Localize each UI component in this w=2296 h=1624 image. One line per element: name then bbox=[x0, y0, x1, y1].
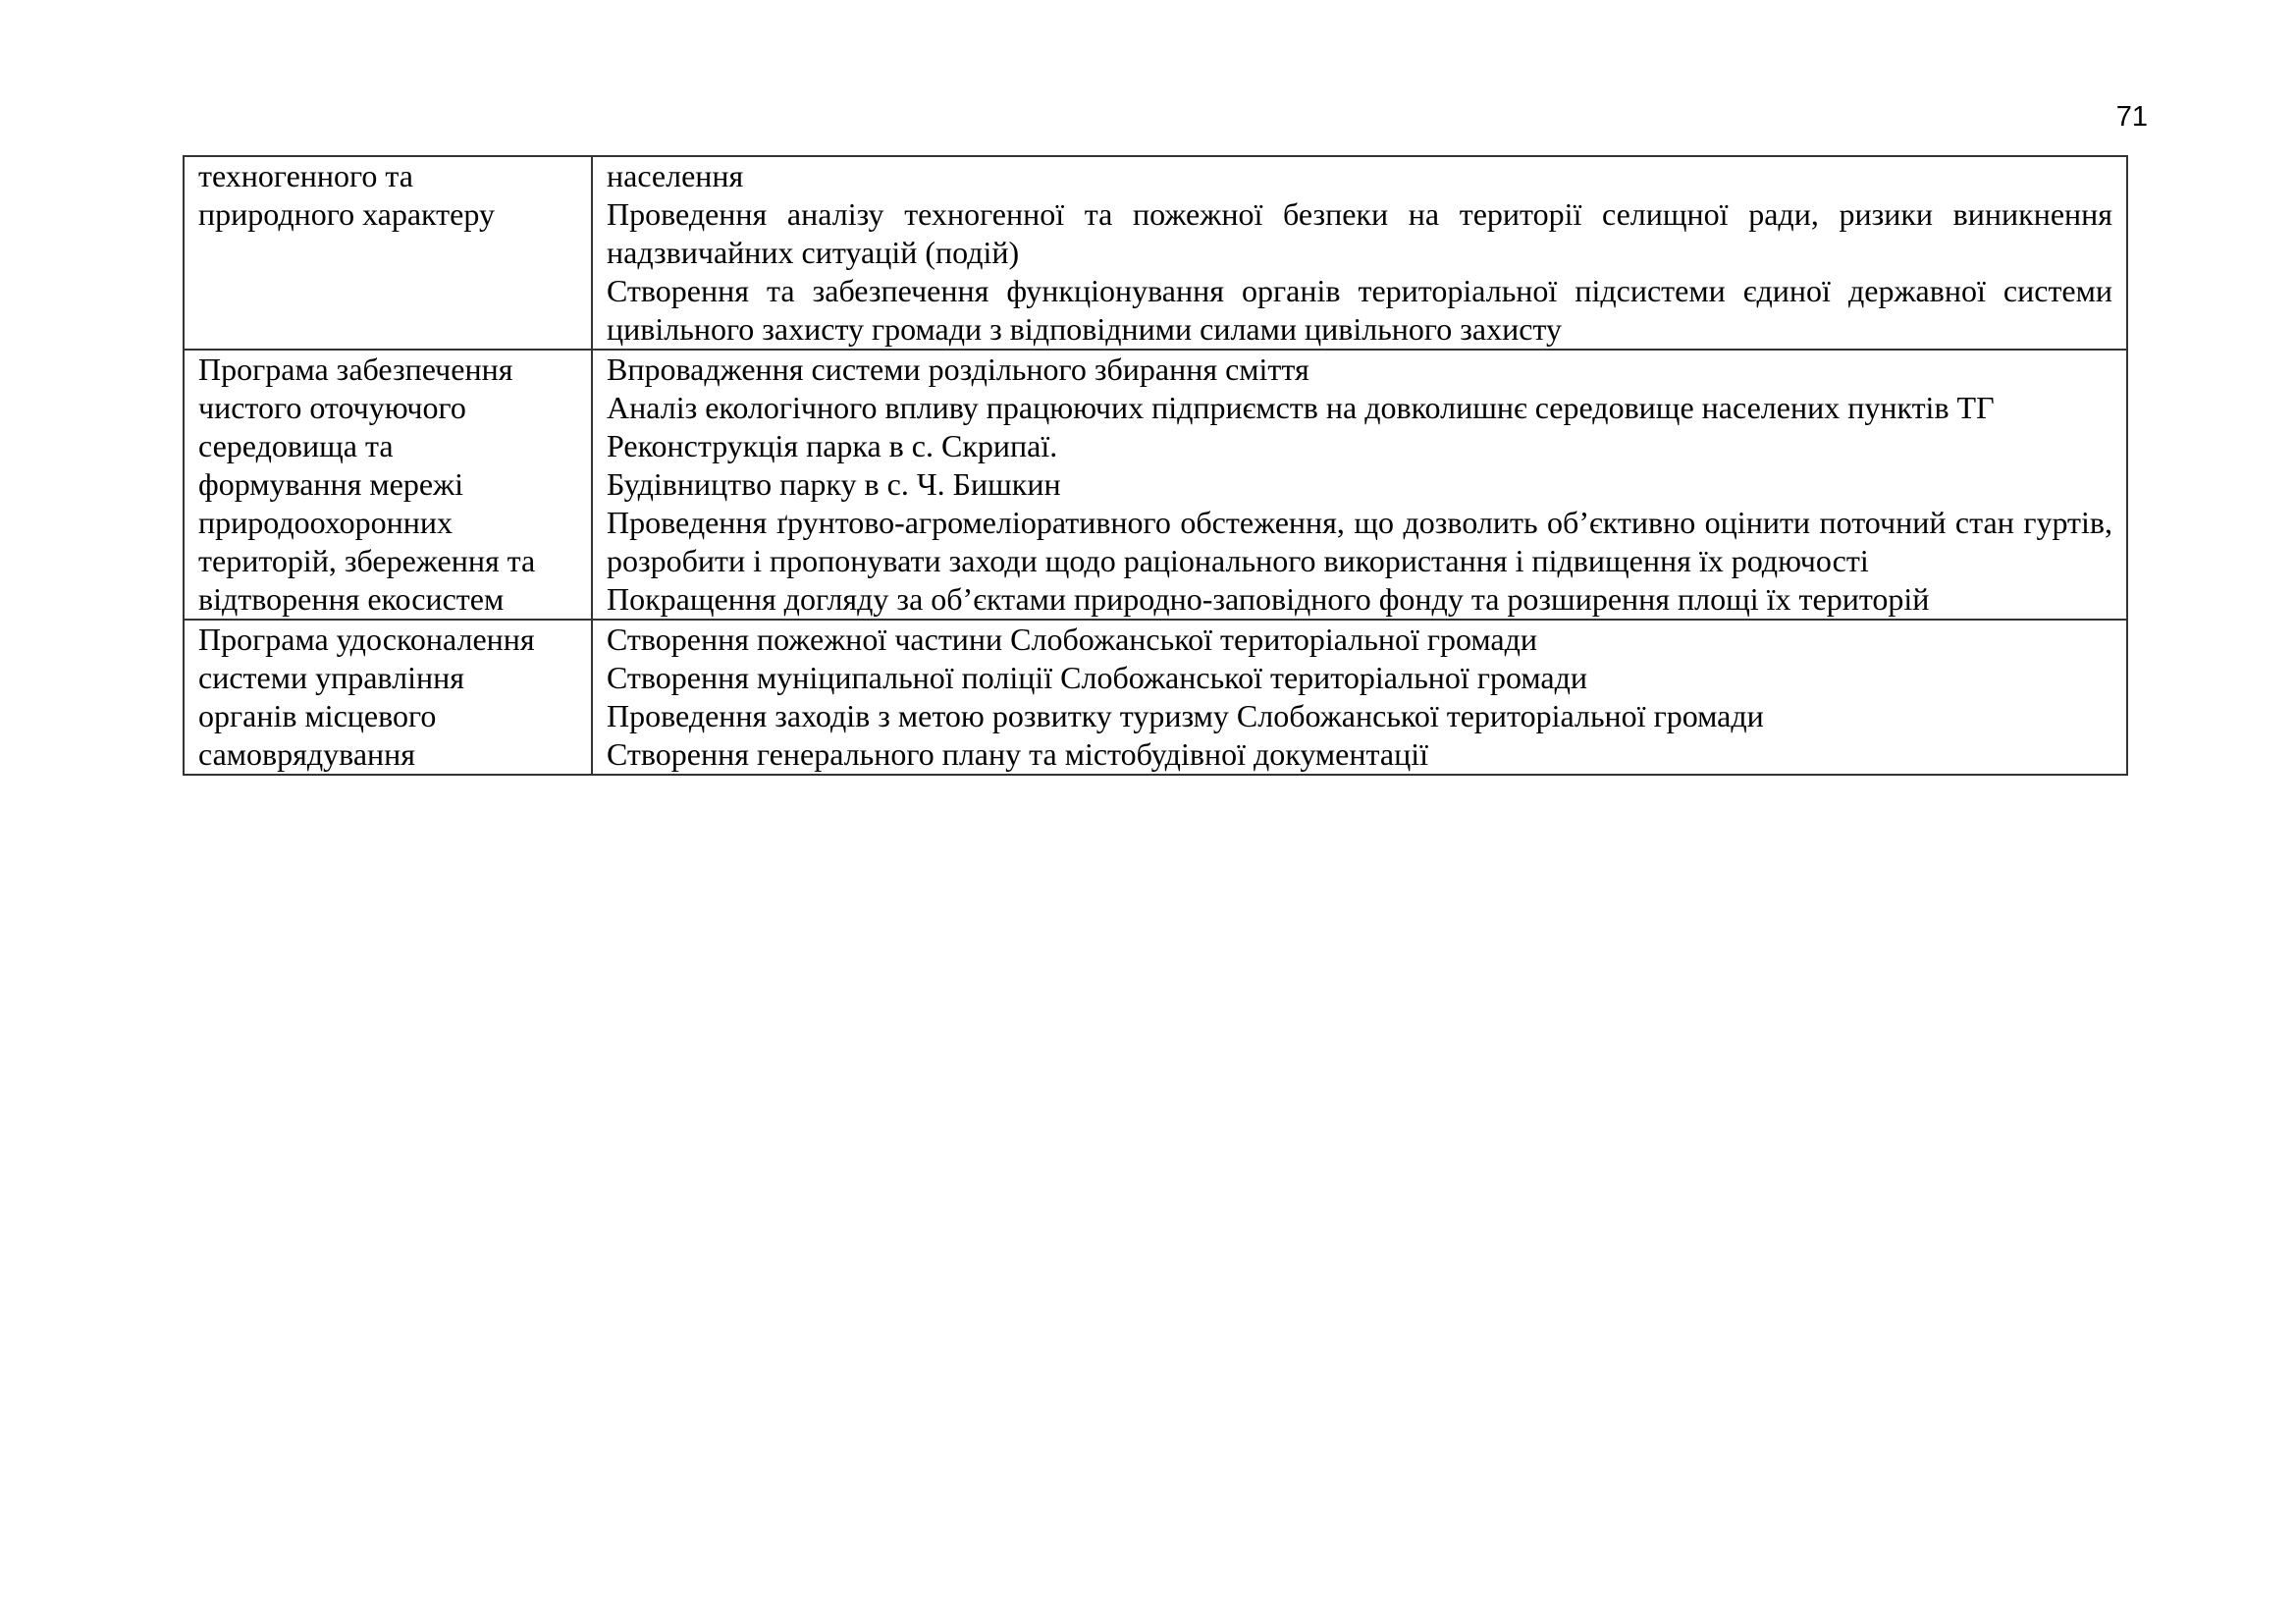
program-line: територій, збереження та bbox=[198, 543, 536, 578]
program-line: системи управління bbox=[198, 660, 464, 695]
measure-item: Впровадження системи роздільного збирання сміття bbox=[607, 352, 1309, 387]
program-line: природоохоронних bbox=[198, 505, 453, 540]
program-line: відтворення екосистем bbox=[198, 581, 505, 617]
program-cell bbox=[184, 350, 592, 620]
measure-item: Створення пожежної частини Слобожанської територіальної громади bbox=[607, 622, 1537, 657]
program-line: природного характеру bbox=[198, 196, 495, 232]
measures-cell bbox=[592, 350, 2127, 620]
program-line: Програма забезпечення bbox=[198, 352, 513, 387]
measures-cell bbox=[592, 156, 2127, 350]
program-line: самоврядування bbox=[198, 736, 416, 772]
program-line: чистого оточуючого bbox=[198, 390, 466, 425]
measure-item: Будівництво парку в с. Ч. Бишкин bbox=[607, 466, 1061, 502]
measure-item: Створення та забезпечення функціонування органів територіальної підсистеми єдиної державної системи цивільного захисту громади з відповідними силами цивільного захисту bbox=[607, 273, 2112, 347]
table-row bbox=[184, 350, 2127, 620]
measure-item: населення bbox=[607, 158, 744, 193]
page-number: 71 bbox=[2115, 101, 2148, 133]
programs-table bbox=[183, 155, 2128, 776]
measure-item: Проведення ґрунтово-агромеліоративного обстеження, що дозволить об’єктивно оцінити поточний стан гуртів, розробити і пропонувати заходи щодо раціонального використання і підвищення їх родючості bbox=[607, 505, 2112, 578]
program-cell bbox=[184, 620, 592, 775]
program-cell bbox=[184, 156, 592, 350]
program-line: техногенного та bbox=[198, 158, 413, 193]
measure-item: Реконструкція парка в с. Скрипаї. bbox=[607, 428, 1058, 463]
measure-item: Проведення аналізу техногенної та пожежної безпеки на території селищної ради, ризики виникнення надзвичайних ситуацій (подій) bbox=[607, 196, 2112, 270]
program-line: органів місцевого bbox=[198, 698, 437, 733]
program-line: формування мережі bbox=[198, 466, 464, 502]
measure-item: Створення генерального плану та містобудівної документації bbox=[607, 736, 1428, 772]
table-row bbox=[184, 156, 2127, 350]
measure-item: Аналіз екологічного впливу працюючих підприємств на довколишнє середовище населених пунктів ТГ bbox=[607, 390, 1995, 425]
table-row bbox=[184, 620, 2127, 775]
measure-item: Проведення заходів з метою розвитку туризму Слобожанської територіальної громади bbox=[607, 698, 1764, 733]
measures-cell bbox=[592, 620, 2127, 775]
program-line: середовища та bbox=[198, 428, 394, 463]
program-line: Програма удосконалення bbox=[198, 622, 535, 657]
measure-item: Створення муніципальної поліції Слобожанської територіальної громади bbox=[607, 660, 1587, 695]
measure-item: Покращення догляду за об’єктами природно-заповідного фонду та розширення площі їх територій bbox=[607, 581, 1930, 617]
